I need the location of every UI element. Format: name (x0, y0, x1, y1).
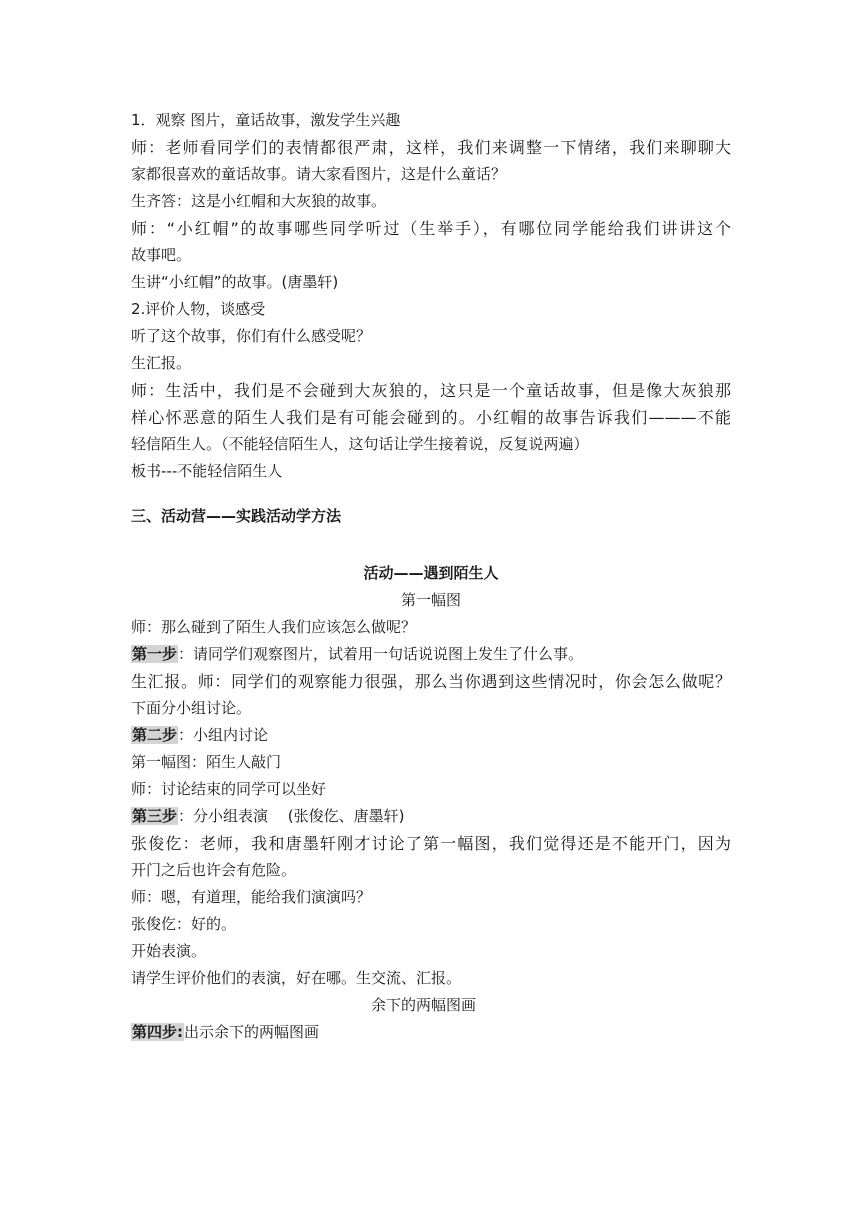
paragraph-observation-line1: 生汇报。师：同学们的观察能力很强，那么当你遇到这些情况时，你会怎么做呢？ (131, 672, 731, 691)
paragraph-blackboard: 板书---不能轻信陌生人 (131, 462, 283, 480)
paragraph-zhang-line1: 张俊仡：老师，我和唐墨轩刚才讨论了第一幅图，我们觉得还是不能开门，因为 (131, 834, 731, 853)
paragraph-evaluate: 请学生评价他们的表演，好在哪。生交流、汇报。 (131, 969, 462, 987)
step-1-label: 第一步 (132, 645, 178, 663)
picture-1-description: 第一幅图：陌生人敲门 (131, 753, 282, 771)
step-3 (131, 803, 731, 830)
document-body (131, 107, 731, 1046)
paragraph-teacher-lesson-line2: 样心怀恶意的陌生人我们是有可能会碰到的。小红帽的故事告诉我们———不能 (131, 408, 731, 427)
paragraph-student-report: 生汇报。 (131, 354, 192, 372)
paragraph-teacher-lesson-line1: 师：生活中，我们是不会碰到大灰狼的，这只是一个童话故事，但是像大灰狼那 (131, 381, 731, 400)
spacer (131, 485, 731, 503)
paragraph-teacher-how: 师：那么碰到了陌生人我们应该怎么做呢？ (131, 618, 417, 636)
paragraph-students-answer: 生齐答：这是小红帽和大灰狼的故事。 (131, 192, 387, 210)
paragraph-student-story: 生讲“小红帽”的故事。(唐墨轩) (131, 273, 339, 291)
subsection-1-heading: 1．观察 图片，童话故事，激发学生兴趣 (131, 111, 401, 129)
paragraph-feelings-question: 听了这个故事，你们有什么感受呢？ (131, 327, 372, 345)
spacer (131, 530, 731, 560)
section-3-heading: 三、活动营——实践活动学方法 (131, 507, 342, 525)
subsection-2-heading: 2.评价人物，谈感受 (131, 300, 266, 318)
step-3-text: ：分小组表演 (张俊仡、唐墨轩) (178, 807, 405, 825)
paragraph-teacher-lesson-line3: 轻信陌生人。（不能轻信陌生人，这句话让学生接着说，反复说两遍） (131, 435, 589, 453)
paragraph-start-act: 开始表演。 (131, 942, 207, 960)
step-1-text: ：请同学们观察图片，试着用一句话说说图上发生了什么事。 (178, 645, 584, 663)
paragraph-zhang-line2: 开门之后也许会有危险。 (131, 861, 297, 879)
step-2-label: 第二步 (132, 726, 178, 744)
paragraph-teacher-intro-line2: 家都很喜欢的童话故事。请大家看图片，这是什么童话？ (131, 165, 507, 183)
paragraph-teacher-question-line1: 师：“小红帽”的故事哪些同学听过（生举手），有哪位同学能给我们讲讲这个 (131, 219, 731, 238)
step-4 (131, 1019, 731, 1046)
step-2-text: ：小组内讨论 (178, 726, 269, 744)
paragraph-zhang-ok: 张俊仡：好的。 (131, 915, 237, 933)
step-3-label: 第三步 (132, 807, 178, 825)
paragraph-teacher-act: 师：嗯，有道理，能给我们演演吗？ (131, 888, 372, 906)
activity-title: 活动——遇到陌生人 (363, 564, 499, 582)
step-4-text: 出示余下的两幅图画 (184, 1023, 320, 1041)
picture-1-label: 第一幅图 (400, 591, 461, 609)
remaining-pictures-label: 余下的两幅图画 (371, 996, 477, 1014)
step-1 (131, 641, 731, 668)
paragraph-teacher-intro-line1: 师：老师看同学们的表情都很严肃，这样，我们来调整一下情绪，我们来聊聊大 (131, 138, 731, 157)
paragraph-sit-down: 师：讨论结束的同学可以坐好 (131, 780, 327, 798)
paragraph-teacher-question-line2: 故事吧。 (131, 246, 192, 264)
step-4-label: 第四步: (132, 1023, 183, 1041)
paragraph-observation-line2: 下面分小组讨论。 (131, 699, 252, 717)
step-2 (131, 722, 731, 749)
